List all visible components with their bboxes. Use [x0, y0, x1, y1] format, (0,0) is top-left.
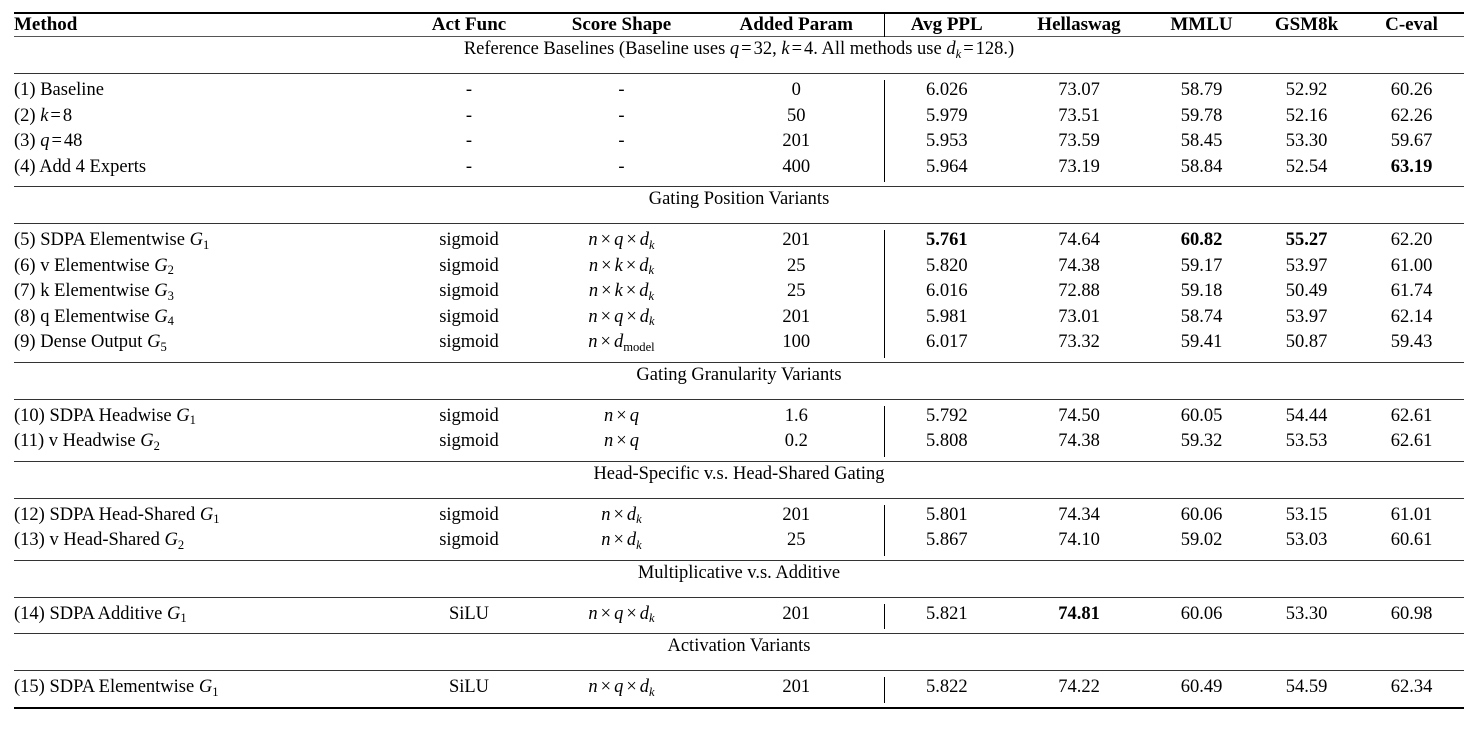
cell-score-shape: - — [618, 131, 625, 151]
bottom-rule — [14, 708, 1464, 709]
cell-hellaswag: 73.01 — [1058, 306, 1100, 327]
cell-ceval: 60.98 — [1390, 603, 1433, 624]
cell-act-func: sigmoid — [439, 405, 499, 426]
table-row — [14, 230, 1464, 256]
cell-act-func: - — [465, 131, 473, 151]
cell-added-param: 201 — [782, 306, 811, 327]
column-header-mmlu: MMLU — [1170, 14, 1233, 35]
cell-mmlu: 60.82 — [1180, 230, 1223, 250]
cell-act-func: sigmoid — [439, 504, 499, 525]
cell-ceval: 59.43 — [1390, 332, 1433, 352]
cell-act-func: SiLU — [448, 677, 490, 697]
cell-hellaswag: 74.38 — [1058, 255, 1100, 276]
cell-method: (15) SDPA Elementwise $G_1$ — [14, 677, 219, 699]
cell-ceval: 63.19 — [1390, 156, 1433, 177]
section-title: Head-Specific v.s. Head-Shared Gating — [593, 463, 885, 484]
cell-hellaswag: 73.07 — [1058, 80, 1100, 100]
cell-act-func: SiLU — [448, 603, 490, 624]
cell-avg-ppl: 6.017 — [884, 332, 1009, 358]
cell-mmlu: 60.06 — [1180, 504, 1223, 525]
cell-hellaswag: 74.22 — [1058, 677, 1100, 697]
cell-avg-ppl: 5.867 — [884, 530, 1009, 556]
cell-avg-ppl: 5.981 — [884, 307, 1009, 333]
cell-avg-ppl: 5.822 — [884, 677, 1009, 703]
cell-added-param: 25 — [787, 281, 806, 301]
cell-method: (13) v Head-Shared $G_2$ — [14, 530, 185, 552]
cell-hellaswag: 74.38 — [1058, 431, 1100, 451]
cell-avg-ppl: 5.801 — [884, 505, 1009, 531]
cell-gsm8k: 55.27 — [1285, 230, 1328, 250]
cell-mmlu: 59.78 — [1180, 105, 1223, 126]
cell-method: (4) Add 4 Experts — [14, 156, 147, 177]
section-title: Multiplicative v.s. Additive — [637, 562, 841, 583]
cell-added-param: 201 — [782, 504, 811, 525]
cell-avg-ppl: 5.820 — [884, 256, 1009, 282]
cell-mmlu: 60.49 — [1180, 677, 1223, 697]
cell-added-param: 100 — [782, 332, 811, 352]
table-row — [14, 80, 1464, 106]
section-title: Gating Position Variants — [648, 189, 830, 209]
section-header-row — [14, 363, 1464, 400]
cell-added-param: 201 — [782, 603, 811, 624]
cell-ceval: 62.26 — [1390, 105, 1433, 126]
column-header-score-shape: Score Shape — [571, 14, 672, 35]
cell-mmlu: 58.74 — [1180, 306, 1223, 327]
table-row — [14, 530, 1464, 556]
cell-mmlu: 59.32 — [1180, 431, 1223, 451]
ablation-results-table — [14, 12, 1464, 709]
cell-ceval: 61.01 — [1390, 504, 1433, 525]
cell-mmlu: 58.79 — [1180, 80, 1223, 100]
cell-ceval: 62.61 — [1390, 405, 1433, 426]
cell-hellaswag: 74.34 — [1058, 504, 1100, 525]
cell-score-shape: $n \times d_{model}$ — [588, 332, 655, 354]
table-row — [14, 431, 1464, 457]
cell-added-param: 201 — [782, 230, 811, 250]
cell-score-shape: - — [618, 156, 625, 177]
cell-act-func: - — [465, 156, 473, 177]
header-row — [14, 14, 1464, 37]
cell-score-shape: n × q — [604, 431, 639, 451]
cell-method: (5) SDPA Elementwise $G_1$ — [14, 230, 210, 252]
cell-mmlu: 59.17 — [1180, 255, 1223, 276]
column-header-ceval: C-eval — [1385, 14, 1438, 35]
table-row — [14, 106, 1464, 132]
cell-score-shape: $n \times d_k$ — [601, 530, 642, 552]
cell-act-func: sigmoid — [439, 230, 499, 250]
cell-act-func: sigmoid — [439, 431, 499, 451]
table-row — [14, 505, 1464, 531]
table-row — [14, 406, 1464, 432]
cell-gsm8k: 50.87 — [1285, 332, 1328, 352]
cell-act-func: sigmoid — [439, 281, 499, 301]
table-row — [14, 131, 1464, 157]
cell-gsm8k: 53.53 — [1285, 431, 1328, 451]
cell-method: (12) SDPA Head-Shared $G_1$ — [14, 504, 220, 527]
cell-score-shape: - — [618, 105, 625, 126]
cell-added-param: 0.2 — [784, 431, 808, 451]
cell-method: (3) q = 48 — [14, 131, 83, 151]
cell-gsm8k: 50.49 — [1285, 281, 1328, 301]
cell-mmlu: 59.02 — [1180, 530, 1223, 550]
cell-hellaswag: 74.10 — [1058, 530, 1100, 550]
cell-method: (10) SDPA Headwise $G_1$ — [14, 405, 196, 428]
cell-gsm8k: 53.97 — [1285, 255, 1328, 276]
cell-ceval: 60.26 — [1390, 80, 1433, 100]
cell-mmlu: 59.41 — [1180, 332, 1223, 352]
cell-gsm8k: 53.30 — [1285, 131, 1328, 151]
cell-avg-ppl: 5.792 — [884, 406, 1009, 432]
section-title: Activation Variants — [667, 636, 811, 656]
cell-score-shape: $n \times d_k$ — [601, 504, 642, 527]
section-header-row — [14, 561, 1464, 598]
cell-method: (6) v Elementwise $G_2$ — [14, 255, 174, 278]
cell-method: (14) SDPA Additive $G_1$ — [14, 603, 187, 626]
cell-mmlu: 60.05 — [1180, 405, 1223, 426]
cell-gsm8k: 54.44 — [1285, 405, 1328, 426]
cell-score-shape: $n \times q \times d_k$ — [588, 306, 655, 329]
table-row — [14, 281, 1464, 307]
cell-score-shape: $n \times k \times d_k$ — [588, 281, 655, 303]
cell-gsm8k: 54.59 — [1285, 677, 1328, 697]
cell-avg-ppl: 6.016 — [884, 281, 1009, 307]
column-header-added-param: Added Param — [739, 14, 853, 35]
cell-method: (7) k Elementwise $G_3$ — [14, 281, 174, 303]
cell-method: (2) k = 8 — [14, 105, 73, 126]
cell-gsm8k: 52.92 — [1285, 80, 1328, 100]
cell-score-shape: $n \times q \times d_k$ — [588, 677, 655, 699]
cell-avg-ppl: 5.808 — [884, 431, 1009, 457]
cell-added-param: 201 — [782, 677, 811, 697]
cell-score-shape: - — [618, 80, 625, 100]
cell-ceval: 62.20 — [1390, 230, 1433, 250]
column-header-gsm8k: GSM8k — [1274, 14, 1339, 35]
cell-gsm8k: 53.15 — [1285, 504, 1328, 525]
table-row — [14, 256, 1464, 282]
cell-mmlu: 59.18 — [1180, 281, 1223, 301]
cell-score-shape: $n \times k \times d_k$ — [588, 255, 655, 278]
cell-method: (1) Baseline — [14, 80, 104, 100]
table-row — [14, 332, 1464, 358]
cell-score-shape: n × q — [604, 405, 639, 426]
table-row — [14, 307, 1464, 333]
cell-method: (8) q Elementwise $G_4$ — [14, 306, 174, 329]
cell-act-func: sigmoid — [439, 255, 499, 276]
cell-mmlu: 58.84 — [1180, 156, 1223, 177]
table-row — [14, 604, 1464, 630]
section-title: Reference Baselines (Baseline uses q = 32, k = 4. All methods use $d_k = 128$.) — [463, 39, 1015, 61]
cell-score-shape: $n \times q \times d_k$ — [588, 603, 655, 626]
cell-ceval: 62.61 — [1390, 431, 1433, 451]
cell-avg-ppl: 5.979 — [884, 106, 1009, 132]
cell-added-param: 0 — [791, 80, 801, 100]
cell-hellaswag: 74.64 — [1058, 230, 1100, 250]
cell-method: (11) v Headwise $G_2$ — [14, 431, 160, 453]
cell-added-param: 50 — [787, 105, 806, 126]
cell-avg-ppl: 5.761 — [884, 230, 1009, 256]
cell-act-func: - — [465, 105, 473, 126]
cell-act-func: sigmoid — [439, 306, 499, 327]
cell-act-func: sigmoid — [439, 530, 499, 550]
cell-avg-ppl: 6.026 — [884, 80, 1009, 106]
cell-added-param: 1.6 — [784, 405, 808, 426]
cell-ceval: 61.00 — [1390, 255, 1433, 276]
cell-ceval: 61.74 — [1390, 281, 1433, 301]
cell-avg-ppl: 5.821 — [884, 604, 1009, 630]
cell-added-param: 25 — [787, 255, 806, 276]
cell-added-param: 25 — [787, 530, 806, 550]
cell-ceval: 60.61 — [1390, 530, 1433, 550]
table-row — [14, 677, 1464, 703]
column-header-avg-ppl: Avg PPL — [884, 14, 1009, 37]
cell-method: (9) Dense Output $G_5$ — [14, 332, 167, 354]
cell-act-func: - — [465, 80, 473, 100]
cell-mmlu: 60.06 — [1180, 603, 1223, 624]
cell-hellaswag: 73.51 — [1058, 105, 1100, 126]
cell-hellaswag: 74.50 — [1058, 405, 1100, 426]
cell-gsm8k: 52.16 — [1285, 105, 1328, 126]
cell-added-param: 201 — [782, 131, 811, 151]
column-header-act-func: Act Func — [431, 14, 507, 35]
cell-gsm8k: 53.03 — [1285, 530, 1328, 550]
cell-hellaswag: 72.88 — [1058, 281, 1100, 301]
cell-gsm8k: 53.97 — [1285, 306, 1328, 327]
column-header-method: Method — [14, 14, 78, 35]
cell-gsm8k: 53.30 — [1285, 603, 1328, 624]
section-header-row — [14, 187, 1464, 224]
cell-hellaswag: 73.32 — [1058, 332, 1100, 352]
cell-ceval: 59.67 — [1390, 131, 1433, 151]
section-title: Gating Granularity Variants — [636, 364, 842, 385]
table-row — [14, 157, 1464, 183]
cell-act-func: sigmoid — [439, 332, 499, 352]
cell-hellaswag: 73.19 — [1058, 156, 1100, 177]
cell-hellaswag: 74.81 — [1058, 603, 1100, 624]
cell-mmlu: 58.45 — [1180, 131, 1223, 151]
section-header-row — [14, 37, 1464, 74]
cell-ceval: 62.14 — [1390, 306, 1433, 327]
cell-added-param: 400 — [782, 156, 811, 177]
cell-avg-ppl: 5.964 — [884, 157, 1009, 183]
cell-gsm8k: 52.54 — [1285, 156, 1328, 177]
cell-ceval: 62.34 — [1390, 677, 1433, 697]
cell-hellaswag: 73.59 — [1058, 131, 1100, 151]
table-body — [14, 37, 1464, 709]
section-header-row — [14, 462, 1464, 499]
cell-avg-ppl: 5.953 — [884, 131, 1009, 157]
table-page — [0, 12, 1438, 746]
section-header-row — [14, 634, 1464, 671]
table-header — [14, 13, 1464, 37]
cell-score-shape: $n \times q \times d_k$ — [588, 230, 655, 252]
column-header-hellaswag: Hellaswag — [1037, 14, 1121, 35]
